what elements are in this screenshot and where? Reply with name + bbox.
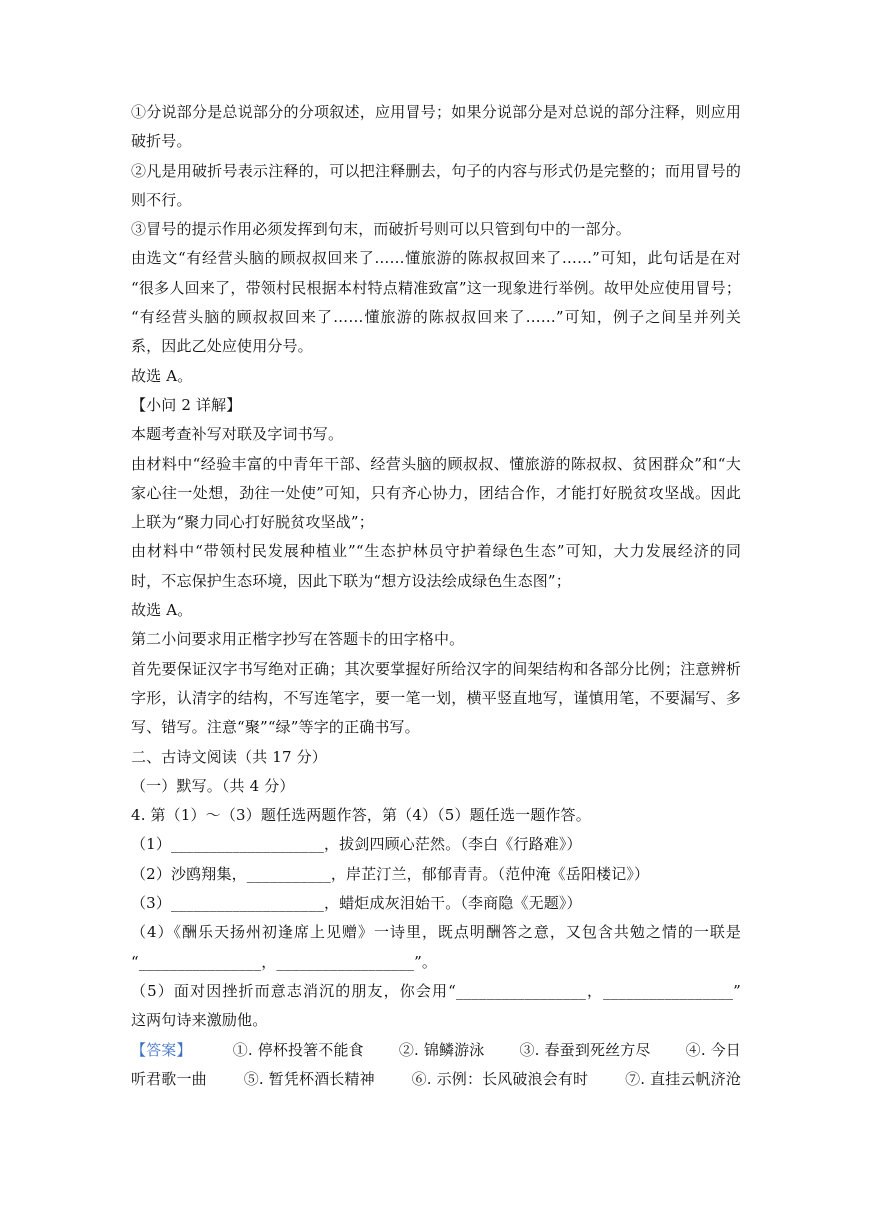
text-line: “很多人回来了，带领村民根据本村特点精准致富”这一现象进行举例。故甲处应使用冒号； xyxy=(131,278,741,297)
text-line: 由选文“有经营头脑的顾叔叔回来了……懂旅游的陈叔叔回来了……”可知，此句话是在对 xyxy=(131,249,741,268)
text-line: 本题考查补写对联及字词书写。 xyxy=(131,425,344,444)
answer-item: ⑦. 直挂云帆济沧 xyxy=(625,1069,741,1088)
text-line: 写、错写。注意“聚”“绿”等字的正确书写。 xyxy=(131,718,420,737)
text-line: 字形，认清字的结构，不写连笔字，要一笔一划，横平竖直地写，谨慎用笔，不要漏写、多 xyxy=(131,688,741,707)
answer-item: ⑥. 示例：长风破浪会有时 xyxy=(411,1069,589,1088)
question-item: （5）面对因挫折而意志消沉的朋友，你会用“_________________，_________________” xyxy=(131,981,741,1000)
text-line: 家心往一处想，劲往一处使”可知，只有齐心协力，团结合作，才能打好脱贫攻坚战。因此 xyxy=(131,483,741,502)
question-item: “________________，__________________”。 xyxy=(131,952,438,971)
answer-item: ④. 今日 xyxy=(685,1040,741,1059)
text-line: 首先要保证汉字书写绝对正确；其次要掌握好所给汉字的间架结构和各部分比例；注意辨析 xyxy=(131,659,741,678)
text-line: ②凡是用破折号表示注释的，可以把注释删去，句子的内容与形式仍是完整的；而用冒号的 xyxy=(131,161,741,180)
text-line: ③冒号的提示作用必须发挥到句末，而破折号则可以只管到句中的一部分。 xyxy=(131,220,631,239)
question-stem: 4. 第（1）～（3）题任选两题作答，第（4）（5）题任选一题作答。 xyxy=(131,806,591,825)
answer-item: 听君歌一曲 xyxy=(131,1069,207,1088)
question-item: （1）____________________，拔剑四顾心茫然。（李白《行路难》） xyxy=(131,835,582,854)
text-line: 时，不忘保护生态环境，因此下联为“想方设法绘成绿色生态图”； xyxy=(131,571,571,590)
answer-item: ⑤. 暂凭杯酒长精神 xyxy=(243,1069,375,1088)
section-heading: 【小问 2 详解】 xyxy=(131,395,242,414)
question-item: （3）____________________，蜡炬成灰泪始干。（李商隐《无题》） xyxy=(131,894,582,913)
text-line: 上联为“聚力同心打好脱贫攻坚战”； xyxy=(131,513,374,532)
text-line: “有经营头脑的顾叔叔回来了……懂旅游的陈叔叔回来了……”可知，例子之间呈并列关 xyxy=(131,308,741,327)
text-line: 故选 A。 xyxy=(131,601,193,620)
text-line: 破折号。 xyxy=(131,132,192,151)
text-line: ①分说部分是总说部分的分项叙述，应用冒号；如果分说部分是对总说的部分注释，则应用 xyxy=(131,103,741,121)
text-line: 由材料中“经验丰富的中青年干部、经营头脑的顾叔叔、懂旅游的陈叔叔、贫困群众”和“大 xyxy=(131,454,741,473)
section-heading: 二、古诗文阅读（共 17 分） xyxy=(131,747,327,766)
answer-row xyxy=(131,1065,741,1094)
question-item: （4）《酬乐天扬州初逢席上见赠》一诗里，既点明酬答之意，又包含共勉之情的一联是 xyxy=(131,923,741,942)
answer-item: ①. 停杯投箸不能食 xyxy=(232,1040,364,1059)
answer-item: ②. 锦鳞游泳 xyxy=(398,1040,485,1059)
text-line: 系，因此乙处应使用分号。 xyxy=(131,337,313,356)
answer-label: 【答案】 xyxy=(131,1040,192,1059)
answer-row xyxy=(131,1036,741,1065)
text-line: 第二小问要求用正楷字抄写在答题卡的田字格中。 xyxy=(131,630,465,649)
document-page xyxy=(131,98,741,1094)
question-item: （2）沙鸥翔集，___________，岸芷汀兰，郁郁青青。（范仲淹《岳阳楼记》） xyxy=(131,864,650,883)
subsection-heading: （一）默写。（共 4 分） xyxy=(131,776,295,795)
answer-item: ③. 春蚕到死丝方尽 xyxy=(519,1040,651,1059)
text-line: 故选 A。 xyxy=(131,366,193,385)
question-item: 这两句诗来激励他。 xyxy=(131,1011,268,1030)
text-line: 由材料中“带领村民发展种植业”“生态护林员守护着绿色生态”可知，大力发展经济的同 xyxy=(131,542,741,561)
text-line: 则不行。 xyxy=(131,190,192,209)
